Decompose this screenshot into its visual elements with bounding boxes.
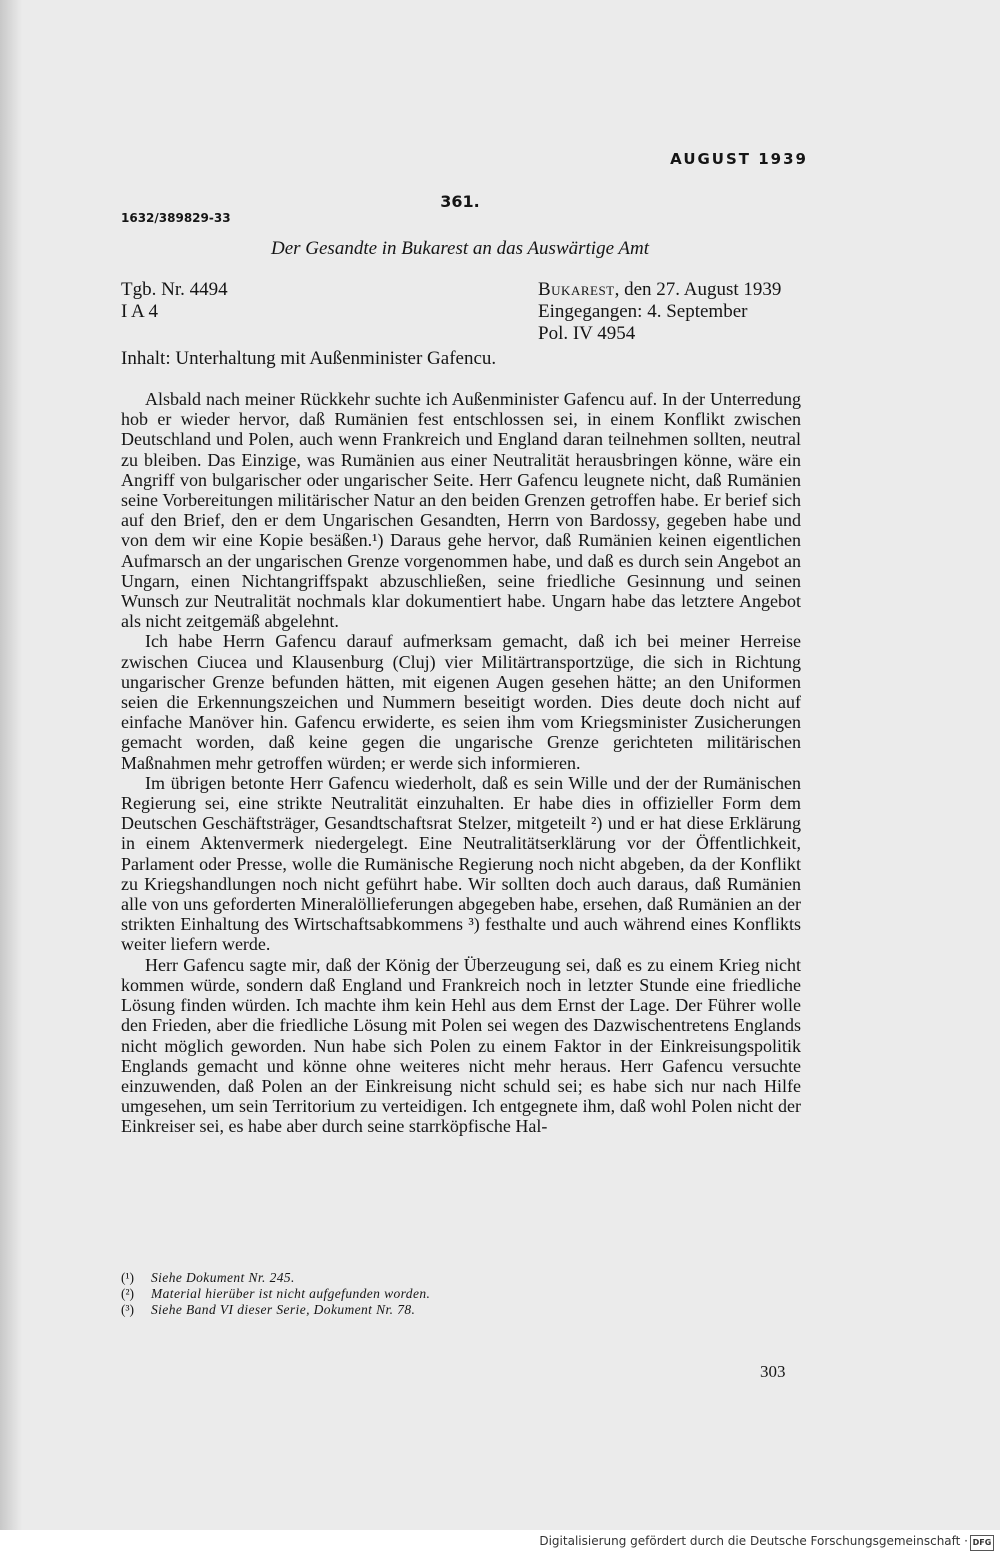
dfg-logo-icon: DFG [970, 1535, 994, 1551]
paragraph: Ich habe Herrn Gafencu darauf aufmerksam gemacht, daß ich bei meiner Herreise zwischen Ciucea und Klausenburg (Cluj) vier Militärtransportzüge, die sich in Richtung ungarischer Grenze befunden hätten, mit eigenen Augen gesehen hätte; an den Uniformen seien die Erkennungszeichen und Nummern beseitigt worden. Dies deute doch nicht auf einfache Manöver hin. Gafencu erwiderte, es seien ihm vom Kriegsminister Zusicherungen gemacht worden, daß keine gegen die ungarische Grenze gerichteten militärischen Maßnahmen mehr getroffen würden; er werde sich informieren. [121, 631, 801, 773]
footnotes [121, 1270, 430, 1318]
footnote-mark: (³) [121, 1302, 135, 1317]
dateline-place: Bukarest [538, 279, 615, 300]
body-text [121, 389, 801, 1137]
footnote [121, 1286, 430, 1302]
received-date: Eingegangen: 4. September [538, 301, 748, 322]
paragraph: Im übrigen betonte Herr Gafencu wiederholt, daß es sein Wille und der der Rumänischen Regierung sei, eine strikte Neutralität einzuhalten. Er habe dies in offizieller Form dem Deutschen Geschäftsträger, Gesandtschaftsrat Stelzer, mitgeteilt ²) und er hat diese Erklärung in einem Aktenvermerk niedergelegt. Eine Neutralitätserklärung vor der Öffentlichkeit, Parlament oder Presse, wolle die Rumänische Regierung noch nicht abgeben, da der Konflikt zu Kriegshandlungen noch nicht geführt habe. Wir sollten doch auch daraus, daß Rumänien alle von uns geforderten Mineralöllieferungen abgegeben habe, ersehen, daß Rumänien an der strikten Einhaltung des Wirtschaftsabkommens ³) festhalte und auch während eines Konflikts weiter liefern werde. [121, 772, 801, 955]
scan-edge-shadow [0, 0, 22, 1530]
paragraph: Herr Gafencu sagte mir, daß der König der Überzeugung sei, daß es zu einem Krieg nicht kommen würde, sondern daß England und Frankreich noch in letzter Stunde eine friedliche Lösung finden würden. Ich machte ihm kein Hehl aus dem Ernst der Lage. Der Führer wolle den Frieden, aber die friedliche Lösung mit Polen sei wegen des Dazwischentretens Englands nicht möglich geworden. Nun habe sich Polen zu einem Faktor in der Einkreisungspolitik Englands gemacht und könne ohne weiteres nicht mehr heraus. Herr Gafencu versuchte einzuwenden, daß Polen an der Einkreisung nicht schuld sei; es habe sich nur nach Hilfe umgesehen, um sein Territorium zu verteidigen. Ich entgegnete ihm, daß wohl Polen nicht der Einkreiser sei, es habe aber durch seine starrköpfische Hal- [121, 954, 801, 1137]
paragraph: Alsbald nach meiner Rückkehr suchte ich Außenminister Gafencu auf. In der Unterredung hob er wieder hervor, daß Rumänien fest entschlossen sei, in einem Konflikt zwischen Deutschland und Polen, auch wenn Frankreich und England daran teilnehmen sollten, neutral zu bleiben. Das Einzige, was Rumänien aus einer Neutralität herausbringen könne, wäre ein Angriff von bulgarischer oder ungarischer Seite. Herr Gafencu leugnete nicht, daß Rumänien seine Vorbereitungen militärischer Natur an den beiden Grenzen getroffen habe. Er berief sich auf den Brief, den er dem Ungarischen Gesandten, Herrn von Bardossy, gegeben habe und von dem wir eine Kopie besäßen.¹) Daraus gehe hervor, daß Rumänien keinen eigentlichen Aufmarsch an der ungarischen Grenze vorgenommen habe, und daß es durch sein Angebot an Ungarn, einen Nichtangriffspakt abzuschließen, seine friedliche Gesinnung und seinen Wunsch zur Neutralität nochmals klar dokumentiert habe. Ungarn habe das letztere Angebot als nicht zeitgemäß abgelehnt. [121, 389, 801, 632]
funding-footer: Digitalisierung gefördert durch die Deutsche Forschungsgemeinschaft · [539, 1534, 968, 1548]
footnote-text: Siehe Dokument Nr. 245. [151, 1270, 295, 1285]
department-code: I A 4 [121, 301, 158, 322]
footnote [121, 1302, 430, 1318]
footnote-text: Material hierüber ist nicht aufgefunden worden. [151, 1286, 431, 1301]
footnote [121, 1270, 430, 1286]
footnote-mark: (¹) [121, 1270, 135, 1285]
document-title: Der Gesandte in Bukarest an das Auswärtige Amt [270, 238, 650, 259]
file-reference: 1632/389829-33 [121, 211, 231, 225]
footnote-text: Siehe Band VI dieser Serie, Dokument Nr. 78. [151, 1302, 416, 1317]
meta-left-block [121, 279, 228, 323]
dateline [538, 279, 781, 301]
running-header: AUGUST 1939 [670, 150, 808, 168]
dateline-date: , den 27. August 1939 [614, 279, 782, 300]
subject-line: Inhalt: Unterhaltung mit Außenminister Gafencu. [121, 348, 497, 369]
page-number: 303 [760, 1362, 786, 1381]
meta-right-block [538, 279, 781, 345]
journal-number: Tgb. Nr. 4494 [121, 279, 228, 300]
document-number: 361. [440, 192, 480, 211]
registry-number: Pol. IV 4954 [538, 323, 636, 344]
footnote-mark: (²) [121, 1286, 135, 1301]
